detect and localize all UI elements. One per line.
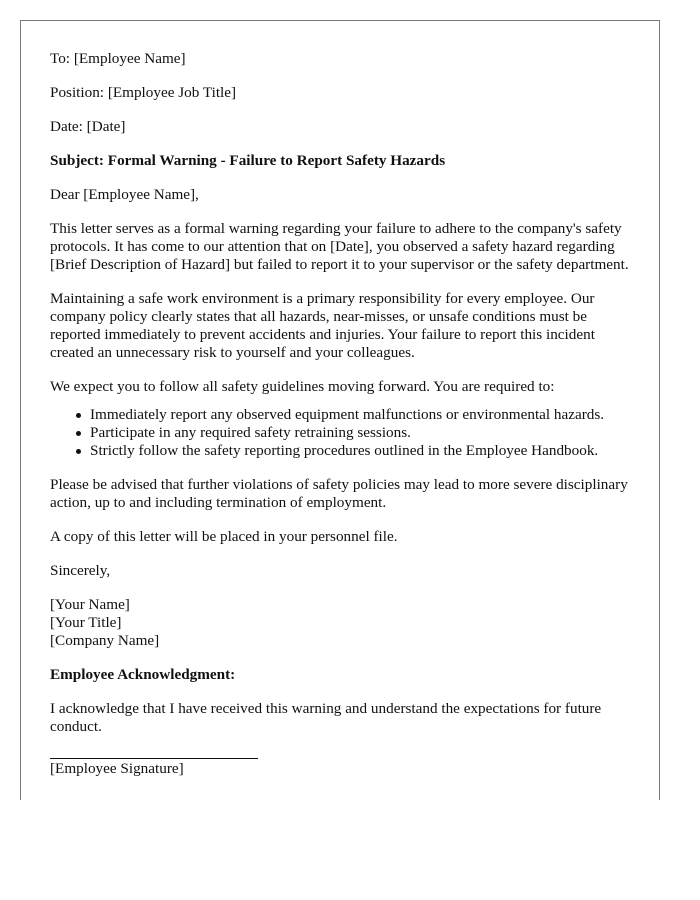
list-item: Participate in any required safety retraining sessions. [90,424,631,442]
sender-name: [Your Name] [50,596,130,613]
sender-title: [Your Title] [50,614,122,631]
paragraph-warning: This letter serves as a formal warning regarding your failure to adhere to the company's safety protocols. It has come to our attention that on [Date], you observed a safety hazard regarding [Brief Description of Hazard] but failed to report it to your supervisor or the safety department. [50,220,629,273]
subject-text: Subject: Formal Warning - Failure to Report Safety Hazards [50,152,446,169]
company-name: [Company Name] [50,632,160,649]
salutation: Dear [Employee Name], [50,186,199,203]
paragraph-consequences: Please be advised that further violations of safety policies may lead to more severe disciplinary action, up to and including termination of employment. [50,476,628,511]
paragraph-file-copy: A copy of this letter will be placed in your personnel file. [50,528,398,545]
sender-block [50,596,631,650]
signature-line [50,758,258,759]
signature-label: [Employee Signature] [50,760,184,777]
signature-block [50,758,631,778]
subject-line [50,152,631,170]
date-line: Date: [Date] [50,118,126,135]
recipient-line: To: [Employee Name] [50,50,186,67]
letter-body [21,21,659,778]
acknowledgment-heading-text: Employee Acknowledgment: [50,666,236,683]
paragraph-expectations: We expect you to follow all safety guidelines moving forward. You are required to: [50,378,555,395]
requirements-list [50,406,631,460]
closing: Sincerely, [50,562,111,579]
position-line: Position: [Employee Job Title] [50,84,237,101]
paragraph-policy: Maintaining a safe work environment is a primary responsibility for every employee. Our company policy clearly states that all hazards, near-misses, or unsafe conditions must be reported immediately to prevent accidents and injuries. Your failure to report this incident created an unnecessary risk to yourself and your colleagues. [50,290,595,361]
list-item: Strictly follow the safety reporting procedures outlined in the Employee Handbook. [90,442,631,460]
acknowledgment-heading [50,666,631,684]
list-item: Immediately report any observed equipment malfunctions or environmental hazards. [90,406,631,424]
letter-page [20,20,660,800]
acknowledgment-text: I acknowledge that I have received this warning and understand the expectations for future conduct. [50,700,602,735]
